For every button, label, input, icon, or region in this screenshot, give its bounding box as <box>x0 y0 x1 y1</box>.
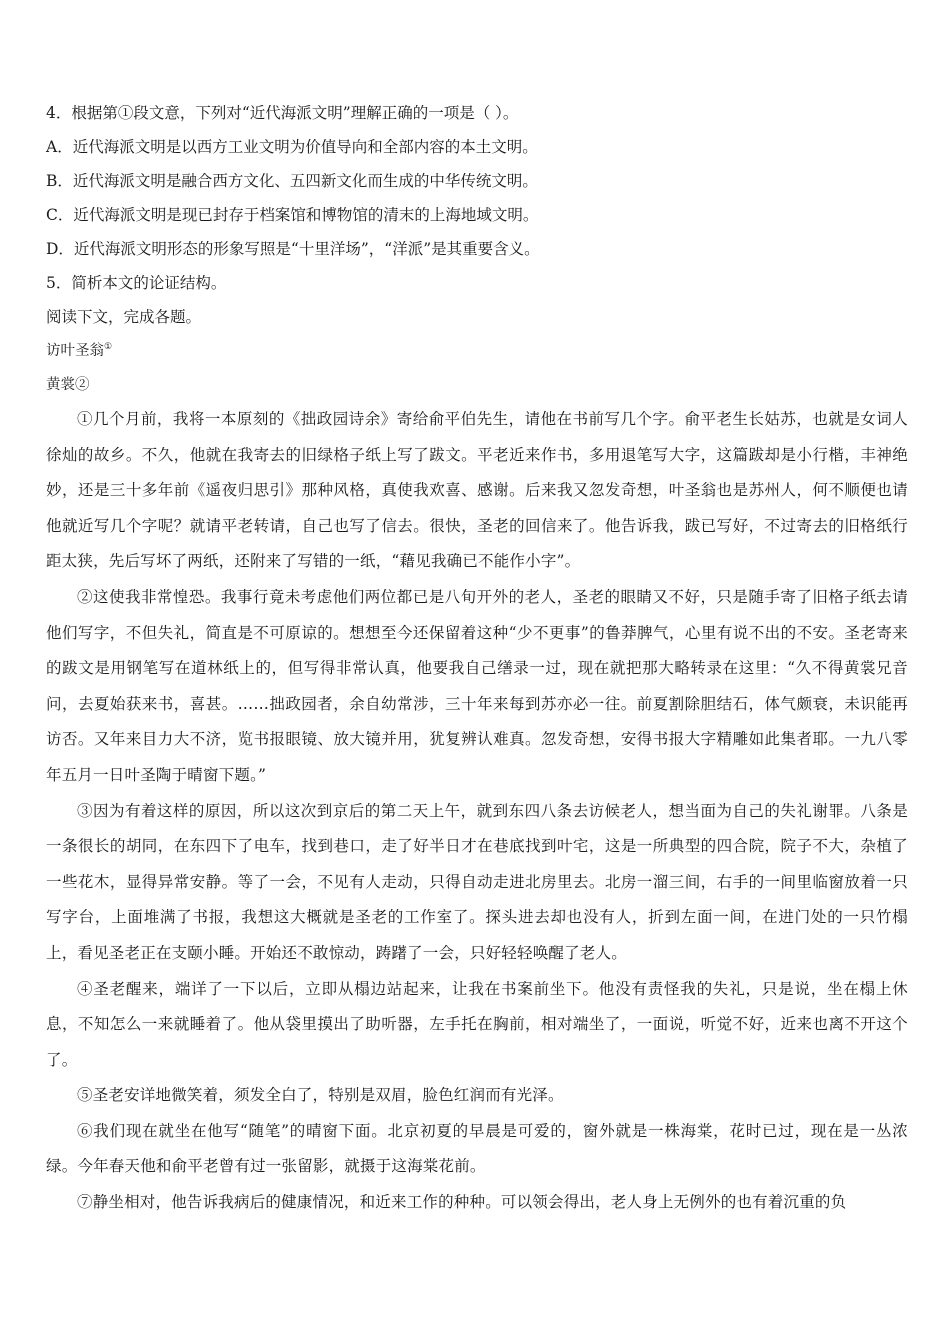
article-title-text: 访叶圣翁 <box>46 343 104 359</box>
paragraph-6: ⑥我们现在就坐在他写“随笔”的晴窗下面。北京初夏的早晨是可爱的，窗外就是一株海棠，花时已过，现在是一丛浓绿。今年春天他和俞平老曾有过一张留影，就摄于这海棠花前。 <box>46 1121 908 1176</box>
question-4 <box>46 96 908 266</box>
document-page <box>46 96 908 1221</box>
reading-passage <box>46 300 908 1221</box>
paragraph-7: ⑦静坐相对，他告诉我病后的健康情况，和近来工作的种种。可以领会得出，老人身上无例外的也有着沉重的负 <box>77 1193 847 1212</box>
paragraph-2: ②这使我非常惶恐。我事行竟未考虑他们两位都已是八旬开外的老人，圣老的眼睛又不好，只是随手寄了旧格子纸去请他们写字，不但失礼，简直是不可原谅的。想想至今还保留着这种“少不更事”的鲁莽脾气，心里有说不出的不安。圣老寄来的跋文是用钢笔写在道林纸上的，但写得非常认真，他要我自己缮录一过，现在就把那大略转录在这里：“久不得黄裳兄音问，去夏始获来书，喜甚。……拙政园者，余自幼常涉，三十年来每到苏亦必一往。前夏割除胆结石，体气颇衰，未识能再访否。又年来目力大不济，览书报眼镜、放大镜并用，犹复辨认难真。忽发奇想，安得书报大字精雕如此集者耶。一九八零年五月一日叶圣陶于晴窗下题。” <box>46 587 908 784</box>
option-d: D．近代海派文明形态的形象写照是“十里洋场”，“洋派”是其重要含义。 <box>46 240 540 258</box>
article-author: 黄裳② <box>46 377 90 393</box>
paragraph-5: ⑤圣老安详地微笑着，须发全白了，特别是双眉，脸色红润而有光泽。 <box>77 1086 564 1105</box>
option-c: C．近代海派文明是现已封存于档案馆和博物馆的清末的上海地域文明。 <box>46 206 539 224</box>
article-title <box>46 334 908 368</box>
option-a: A．近代海派文明是以西方工业文明为价值导向和全部内容的本土文明。 <box>46 138 538 156</box>
paragraph-3: ③因为有着这样的原因，所以这次到京后的第二天上午，就到东四八条去访候老人，想当面为自己的失礼谢罪。八条是一条很长的胡同，在东四下了电车，找到巷口，走了好半日才在巷底找到叶宅，这是一所典型的四合院，院子不大，杂植了一些花木，显得异常安静。等了一会，不见有人走动，只得自动走进北房里去。北房一溜三间，右手的一间里临窗放着一只写字台，上面堆满了书报，我想这大概就是圣老的工作室了。探头进去却也没有人，折到左面一间，在进门处的一只竹榻上，看见圣老正在支颐小睡。开始还不敢惊动，踌躇了一会，只好轻轻唤醒了老人。 <box>46 801 908 962</box>
question-5-stem: 5．简析本文的论证结构。 <box>46 274 227 292</box>
option-b: B．近代海派文明是融合西方文化、五四新文化而生成的中华传统文明。 <box>46 172 538 190</box>
reading-instruction: 阅读下文，完成各题。 <box>46 308 202 326</box>
question-5 <box>46 266 908 300</box>
question-4-stem: 4．根据第①段文意，下列对“近代海派文明”理解正确的一项是（ ）。 <box>46 104 519 122</box>
title-footnote-mark: ① <box>104 342 113 353</box>
paragraph-1: ①几个月前，我将一本原刻的《拙政园诗余》寄给俞平伯先生，请他在书前写几个字。俞平老生长姑苏，也就是女词人徐灿的故乡。不久，他就在我寄去的旧绿格子纸上写了跋文。平老近来作书，多用退笔写大字，这篇跋却是小行楷，丰神绝妙，还是三十多年前《遥夜归思引》那种风格，真使我欢喜、感谢。后来我又忽发奇想，叶圣翁也是苏州人，何不顺便也请他就近写几个字呢？就请平老转请，自己也写了信去。很快，圣老的回信来了。他告诉我，跋已写好，不过寄去的旧格纸行距太狭，先后写坏了两纸，还附来了写错的一纸，“藉见我确已不能作小字”。 <box>46 410 908 571</box>
paragraph-4: ④圣老醒来，端详了一下以后，立即从榻边站起来，让我在书案前坐下。他没有责怪我的失礼，只是说，坐在榻上休息，不知怎么一来就睡着了。他从袋里摸出了助听器，左手托在胸前，相对端坐了，一面说，听觉不好，近来也离不开这个了。 <box>46 979 908 1069</box>
